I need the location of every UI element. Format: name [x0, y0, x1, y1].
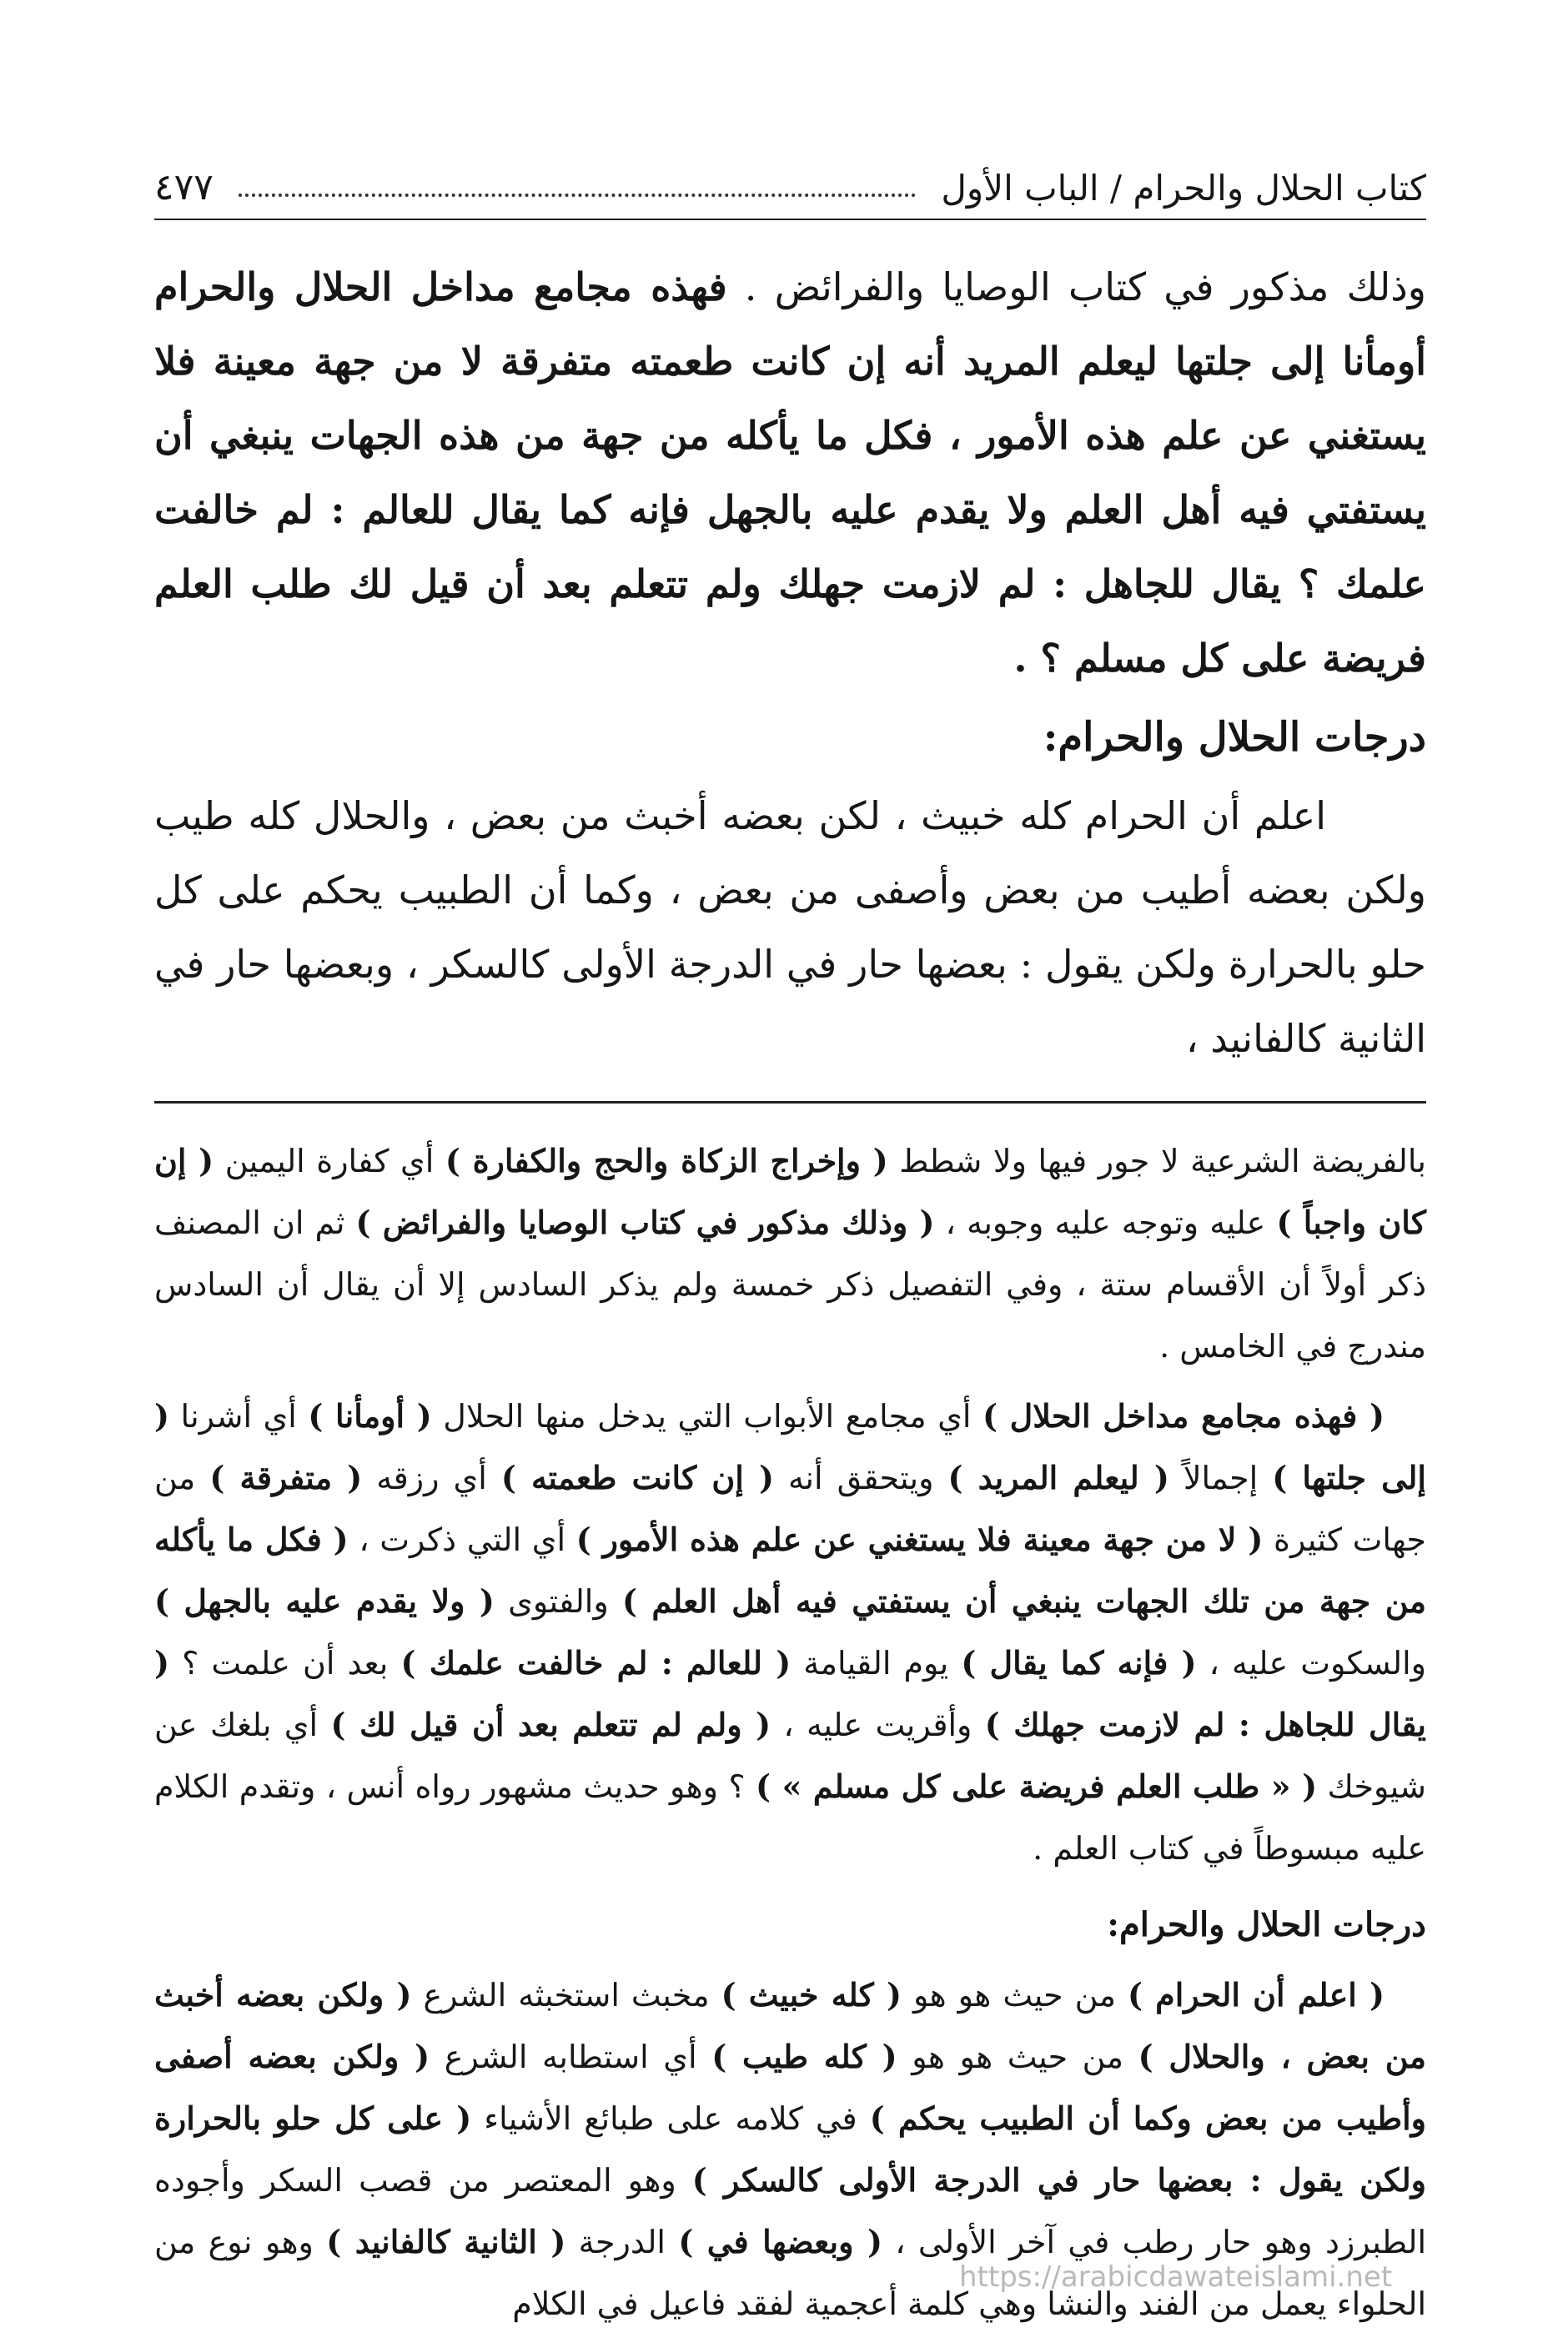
commentary-notes: [154, 1130, 1426, 2343]
page-number: ٤٧٧: [154, 166, 214, 209]
emphasis-text: فهذه مجامع مداخل الحلال والحرام أومأنا إلى جلتها ليعلم المريد أنه إن كانت طعمته متفرقة لا من جهة معينة فلا يستغني عن علم هذه الأمور ، فكل ما يأكله من جهة من هذه الجهات ينبغي أن يستفتي فيه أهل العلم ولا يقدم عليه بالجهل فإنه كما يقال للعالم : لم خالفت علمك ؟ يقال للجاهل : لم لازمت جهلك ولم تتعلم بعد أن قيل لك طلب العلم فريضة على كل مسلم ؟ .: [154, 264, 1426, 681]
main-paragraph-2: اعلم أن الحرام كله خبيث ، لكن بعضه أخبث من بعض ، والحلال كله طيب ولكن بعضه أطيب من بعض وأصفى من بعض ، وكما أن الطبيب يحكم على كل حلو بالحرارة ولكن يقول : بعضها حار في الدرجة الأولى كالسكر ، وبعضها حار في الثانية كالفانيد ،: [154, 793, 1426, 1061]
main-paragraph-1: وذلك مذكور في كتاب الوصايا والفرائض . فهذه مجامع مداخل الحلال والحرام أومأنا إلى جلتها ليعلم المريد أنه إن كانت طعمته متفرقة لا من جهة معينة فلا يستغني عن علم هذه الأمور ، فكل ما يأكله من جهة من هذه الجهات ينبغي أن يستفتي فيه أهل العلم ولا يقدم عليه بالجهل فإنه كما يقال للعالم : لم خالفت علمك ؟ يقال للجاهل : لم لازمت جهلك ولم تتعلم بعد أن قيل لك طلب العلم فريضة على كل مسلم ؟ .: [154, 264, 1426, 681]
chapter-title: كتاب الحلال والحرام / الباب الأول: [941, 168, 1426, 209]
commentary-paragraph-2: ( فهذه مجامع مداخل الحلال ) أي مجامع الأبواب التي يدخل منها الحلال ( أومأنا ) أي أشرنا ( إلى جلتها ) إجمالاً ( ليعلم المريد ) ويتحقق أنه ( إن كانت طعمته ) أي رزقه ( متفرقة ) من جهات كثيرة ( لا من جهة معينة فلا يستغني عن علم هذه الأمور ) أي التي ذكرت ، ( فكل ما يأكله من جهة من تلك الجهات ينبغي أن يستفتي فيه أهل العلم ) والفتوى ( ولا يقدم عليه بالجهل ) والسكوت عليه ، ( فإنه كما يقال ) يوم القيامة ( للعالم : لم خالفت علمك ) بعد أن علمت ؟ ( يقال للجاهل : لم لازمت جهلك ) وأقريت عليه ، ( ولم لم تتعلم بعد أن قيل لك ) أي بلغك عن شيوخك ( « طلب العلم فريضة على كل مسلم » ) ؟ وهو حديث مشهور رواه أنس ، وتقدم الكلام عليه مبسوطاً في كتاب العلم .: [154, 1397, 1427, 1867]
running-header: [154, 142, 1426, 220]
book-page: [154, 125, 1427, 2322]
header-dot-leader: [239, 194, 916, 197]
footnote-divider: [154, 1101, 1426, 1104]
commentary-paragraph-1: بالفريضة الشرعية لا جور فيها ولا شطط ( وإخراج الزكاة والحج والكفارة ) أي كفارة اليمين ( إن كان واجباً ) عليه وتوجه عليه وجوبه ، ( وذلك مذكور في كتاب الوصايا والفرائض ) ثم ان المصنف ذكر أولاً أن الأقسام ستة ، وفي التفصيل ذكر خمسة ولم يذكر السادس إلا أن يقال أن السادس مندرج في الخامس .: [154, 1142, 1426, 1365]
section-heading: درجات الحلال والحرام:: [1043, 714, 1426, 761]
commentary-paragraph-3: ( اعلم أن الحرام ) من حيث هو هو ( كله خبيث ) مخبث استخبثه الشرع ( ولكن بعضه أخبث من بعض ، والحلال ) من حيث هو هو ( كله طيب ) أي استطابه الشرع ( ولكن بعضه أصفى وأطيب من بعض وكما أن الطبيب يحكم ) في كلامه على طبائع الأشياء ( على كل حلو بالحرارة ولكن يقول : بعضها حار في الدرجة الأولى كالسكر ) وهو المعتصر من قصب السكر وأجوده الطبرزد وهو حار رطب في آخر الأولى ، ( وبعضها في ) الدرجة ( الثانية كالفانيد ) وهو نوع من الحلواء يعمل من الفند والنشا وهي كلمة أعجمية لفقد فاعيل في الكلام: [154, 1976, 1427, 2322]
main-text: [154, 250, 1426, 1076]
site-watermark: https://arabicdawateislami.net: [959, 2260, 1393, 2294]
commentary-heading: درجات الحلال والحرام:: [1107, 1905, 1426, 1944]
